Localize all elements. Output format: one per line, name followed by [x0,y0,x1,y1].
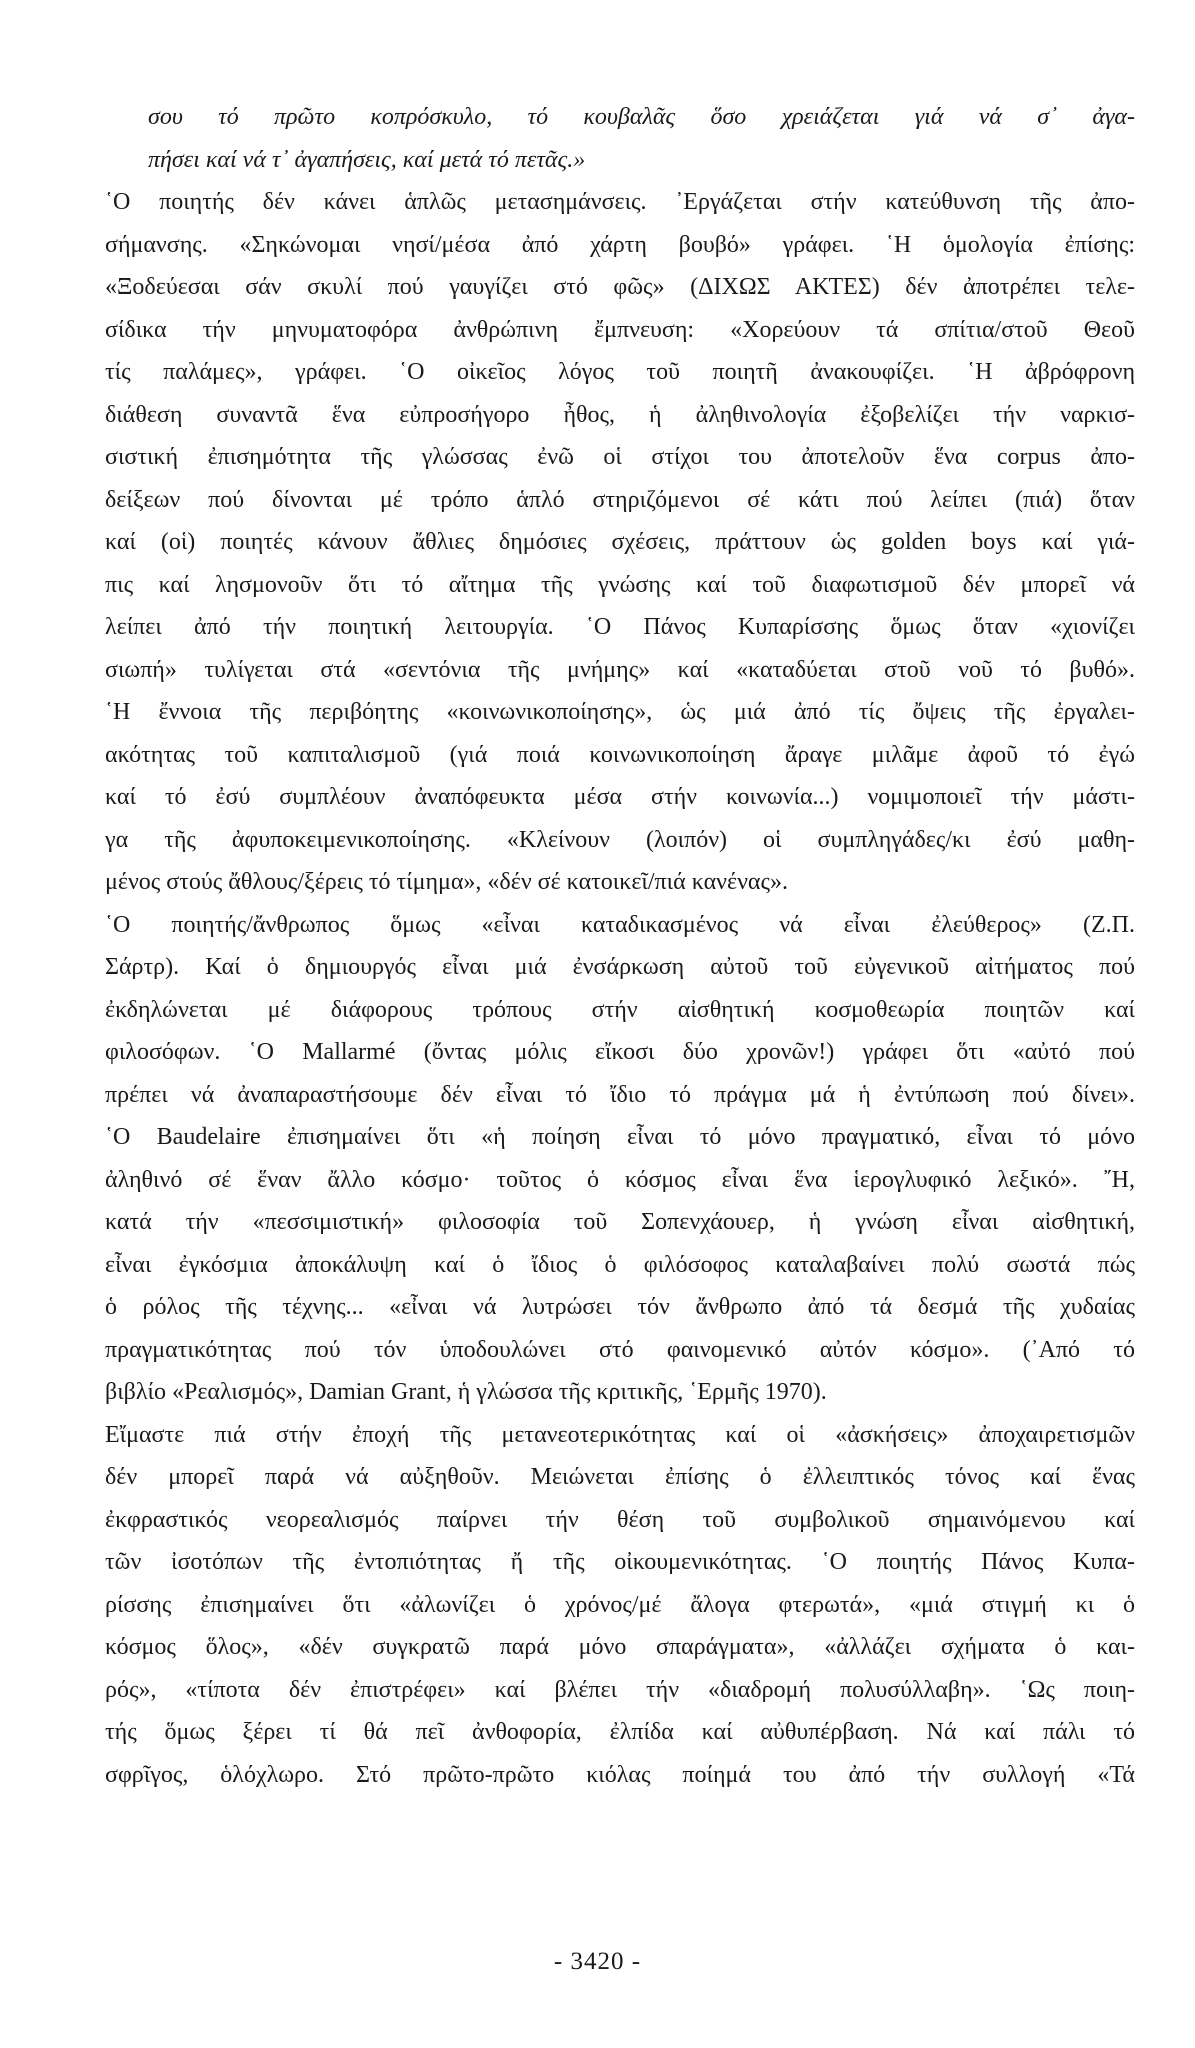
text-line: καί τό ἐσύ συμπλέουν ἀναπόφευκτα μέσα στήν κοινωνία...) νομιμοποιεῖ τήν μάστι- [105,784,1135,810]
text-line: βιβλίο «Ρεαλισμός», Damian Grant, ἡ γλώσσα τῆς κριτικῆς, ῾Ερμῆς 1970). [105,1379,827,1405]
text-line: ακότητας τοῦ καπιταλισμοῦ (γιά ποιά κοινωνικοποίηση ἄραγε μιλᾶμε ἀφοῦ τό ἐγώ [105,741,1135,768]
body-text [105,96,1135,1796]
text-line: κατά τήν «πεσσιμιστική» φιλοσοφία τοῦ Σοπενχάουερ, ἡ γνώση εἶναι αἰσθητική, [105,1209,1135,1235]
text-line: σήμανσης. «Σηκώνομαι νησί/μέσα ἀπό χάρτη βουβό» γράφει. ῾Η ὁμολογία ἐπίσης: [105,231,1135,258]
text-line: τίς παλάμες», γράφει. ῾Ο οἰκεῖος λόγος τοῦ ποιητῆ ἀνακουφίζει. ῾Η ἀβρόφρονη [105,359,1135,385]
text-line: ἐκφραστικός νεορεαλισμός παίρνει τήν θέση τοῦ συμβολικοῦ σημαινόμενου καί [105,1506,1135,1533]
text-line: φιλοσόφων. ῾Ο Mallarmé (ὄντας μόλις εἴκοσι δύο χρονῶν!) γράφει ὅτι «αὐτό πού [105,1039,1135,1065]
text-line: πρέπει νά ἀναπαραστήσουμε δέν εἶναι τό ἴδιο τό πράγμα μά ἡ ἐντύπωση πού δίνει». [105,1081,1135,1108]
text-line: μένος στούς ἄθλους/ξέρεις τό τίμημα», «δέν σέ κατοικεῖ/πιά κανένας». [105,869,789,895]
text-line: ἀληθινό σέ ἕναν ἄλλο κόσμο· τοῦτος ὁ κόσμος εἶναι ἕνα ἱερογλυφικό λεξικό». ῎Η, [105,1166,1135,1193]
text-line: πις καί λησμονοῦν ὅτι τό αἴτημα τῆς γνώσης καί τοῦ διαφωτισμοῦ δέν μπορεῖ νά [105,571,1135,598]
text-line: σιωπή» τυλίγεται στά «σεντόνια τῆς μνήμης» καί «καταδύεται στοῦ νοῦ τό βυθό». [105,656,1135,683]
text-line: ρίσσης ἐπισημαίνει ὅτι «ἀλωνίζει ὁ χρόνος/μέ ἄλογα φτερωτά», «μιά στιγμή κι ὁ [105,1591,1135,1618]
text-line: διάθεση συναντᾶ ἕνα εὐπροσήγορο ἦθος, ἡ ἀληθινολογία ἐξοβελίζει τήν ναρκισ- [105,401,1135,428]
text-line: σιστική ἐπισημότητα τῆς γλώσσας ἐνῶ οἱ στίχοι του ἀποτελοῦν ἕνα corpus ἀπο- [105,444,1135,470]
text-line: καί (οἱ) ποιητές κάνουν ἄθλιες δημόσιες σχέσεις, πράττουν ὡς golden boys καί γιά- [105,529,1135,555]
text-line: ὁ ρόλος τῆς τέχνης... «εἶναι νά λυτρώσει τόν ἄνθρωπο ἀπό τά δεσμά τῆς χυδαίας [105,1294,1135,1320]
text-line: ῾Ο ποιητής/ἄνθρωπος ὅμως «εἶναι καταδικασμένος νά εἶναι ἐλεύθερος» (Ζ.Π. [105,911,1135,938]
text-line: σφρῖγος, ὁλόχλωρο. Στό πρῶτο-πρῶτο κιόλας ποίημά του ἀπό τήν συλλογή «Τά [105,1761,1135,1788]
text-line: λείπει ἀπό τήν ποιητική λειτουργία. ῾Ο Πάνος Κυπαρίσσης ὅμως ὅταν «χιονίζει [105,614,1135,640]
text-line: δείξεων πού δίνονται μέ τρόπο ἁπλό στηριζόμενοι σέ κάτι πού λείπει (πιά) ὅταν [105,486,1135,513]
text-line: τής ὅμως ξέρει τί θά πεῖ ἀνθοφορία, ἐλπίδα καί αὐθυπέρβαση. Νά καί πάλι τό [105,1719,1135,1745]
text-line: ῾Ο ποιητής δέν κάνει ἁπλῶς μετασημάνσεις. ᾽Εργάζεται στήν κατεύθυνση τῆς ἀπο- [105,189,1135,215]
text-line: σίδικα τήν μηνυματοφόρα ἀνθρώπινη ἔμπνευση: «Χορεύουν τά σπίτια/στοῦ Θεοῦ [105,316,1135,343]
text-line: κόσμος ὅλος», «δέν συγκρατῶ παρά μόνο σπαράγματα», «ἀλλάζει σχήματα ὁ και- [105,1634,1135,1660]
text-line: Εἴμαστε πιά στήν ἐποχή τῆς μετανεοτερικότητας καί οἱ «ἀσκήσεις» ἀποχαιρετισμῶν [105,1421,1135,1448]
text-line: ἐκδηλώνεται μέ διάφορους τρόπους στήν αἰσθητική κοσμοθεωρία ποιητῶν καί [105,996,1135,1023]
text-line: γα τῆς ἀφυποκειμενικοποίησης. «Κλείνουν (λοιπόν) οἱ συμπληγάδες/κι ἐσύ μαθη- [105,826,1135,853]
text-line: πραγματικότητας πού τόν ὑποδουλώνει στό φαινομενικό αὐτόν κόσμο». (᾽Από τό [105,1336,1135,1363]
text-line: ρός», «τίποτα δέν ἐπιστρέφει» καί βλέπει τήν «διαδρομή πολυσύλλαβη». ῾Ως ποιη- [105,1676,1135,1703]
text-line: τῶν ἰσοτόπων τῆς ἐντοπιότητας ἤ τῆς οἰκουμενικότητας. ῾Ο ποιητής Πάνος Κυπα- [105,1549,1135,1575]
text-line: εἶναι ἐγκόσμια ἀποκάλυψη καί ὁ ἴδιος ὁ φιλόσοφος καταλαβαίνει πολύ σωστά πώς [105,1251,1135,1278]
text-line: ῾Η ἔννοια τῆς περιβόητης «κοινωνικοποίησης», ὡς μιά ἀπό τίς ὄψεις τῆς ἐργαλει- [105,699,1135,725]
quote-line: σου τό πρῶτο κοπρόσκυλο, τό κουβαλᾶς ὅσο χρειάζεται γιά νά σ᾽ ἀγα- [148,104,1135,130]
quote-line: πήσει καί νά τ᾽ ἀγαπήσεις, καί μετά τό πετᾶς.» [148,146,586,173]
text-line: ῾Ο Baudelaire ἐπισημαίνει ὅτι «ἡ ποίηση εἶναι τό μόνο πραγματικό, εἶναι τό μόνο [105,1124,1135,1150]
text-line: «Ξοδεύεσαι σάν σκυλί πού γαυγίζει στό φῶς» (ΔΙΧΩΣ ΑΚΤΕΣ) δέν ἀποτρέπει τελε- [105,274,1135,300]
text-line: δέν μπορεῖ παρά νά αὐξηθοῦν. Μειώνεται ἐπίσης ὁ ἐλλειπτικός τόνος καί ἕνας [105,1464,1135,1490]
text-line: Σάρτρ). Καί ὁ δημιουργός εἶναι μιά ἐνσάρκωση αὐτοῦ τοῦ εὐγενικοῦ αἰτήματος πού [105,954,1135,980]
page-number: - 3420 - [553,1948,642,1975]
